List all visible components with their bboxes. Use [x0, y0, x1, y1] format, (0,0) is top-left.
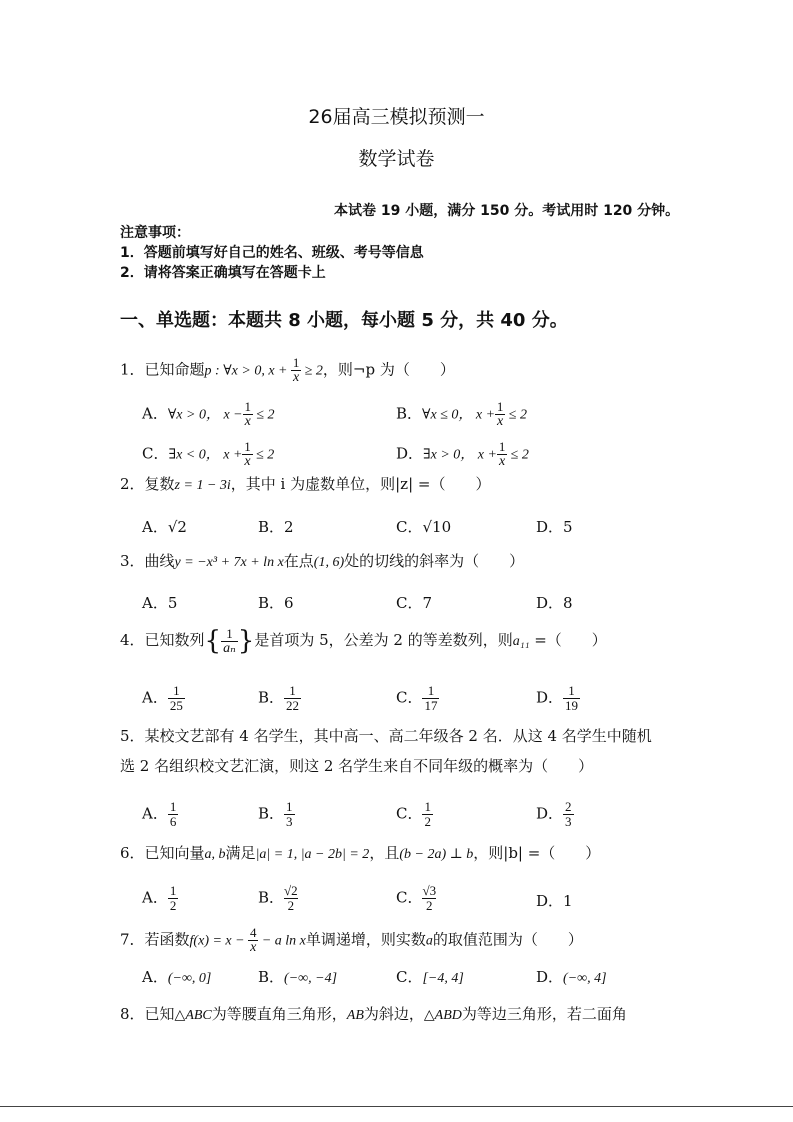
option-a[interactable]: A．(−∞, 0]: [142, 968, 212, 986]
fraction: $\frac{4}{x}$: [249, 925, 257, 955]
option-a[interactable]: A． $\frac{1}{25}$: [142, 683, 183, 713]
fraction: $\frac{1}{x}$: [496, 399, 504, 429]
question-1-stem: [120, 356, 455, 385]
option-d[interactable]: D．1: [536, 892, 573, 910]
page-bottom-divider: [0, 1106, 793, 1107]
option-c[interactable]: C．7: [396, 594, 433, 612]
exam-title: 26届高三模拟预测一: [308, 106, 485, 128]
fraction: $\frac{√2}{2}$: [284, 883, 298, 913]
option-b[interactable]: B．∀x ≤ 0， x + $\frac{1}{x}$ ≤ 2: [396, 399, 527, 429]
stem-text: 1．已知命题: [120, 360, 205, 379]
fraction: $\frac{1}{3}$: [286, 799, 293, 829]
option-a[interactable]: A．5: [142, 594, 178, 612]
option-c[interactable]: C． $\frac{√3}{2}$: [396, 883, 437, 913]
stem-text: ，则¬p 为（ ）: [322, 360, 455, 379]
math-expr: − a ln x: [258, 933, 306, 949]
question-5-stem-cont: 选 2 名组织校文艺汇演，则这 2 名学生来自不同年级的概率为（ ）: [120, 757, 594, 775]
fraction: $\frac{1}{x}$: [292, 355, 300, 385]
section-title: 一、单选题：本题共 8 小题，每小题 5 分，共 40 分。: [120, 310, 568, 331]
option-d[interactable]: D．5: [536, 518, 573, 536]
fraction: $\frac{1}{x}$: [244, 439, 251, 469]
fraction: $\frac{2}{3}$: [565, 799, 572, 829]
exam-subtitle: 数学试卷: [358, 148, 435, 170]
option-a[interactable]: A． $\frac{1}{2}$: [142, 883, 177, 913]
math-expr: y = −x³ + 7x + ln x: [174, 555, 284, 570]
question-7-stem: 7．若函数f(x) = x − $\frac{4}{x}$ − a ln x单调递增，则实数a的取值范围为（ ）: [120, 925, 583, 955]
fraction: $\frac{1}{\text{aₙ}}$: [223, 625, 236, 656]
math-expr: z = 1 − 3i: [174, 478, 231, 493]
option-b[interactable]: B．(−∞, −4]: [258, 968, 338, 986]
fraction: $\frac{1}{2}$: [424, 799, 431, 829]
option-b[interactable]: B．2: [258, 518, 294, 536]
fraction: $\frac{1}{x}$: [244, 399, 251, 429]
math-expr: △ABC: [174, 1008, 212, 1023]
option-a[interactable]: A．√2: [142, 518, 187, 536]
math-expr: p : ∀x > 0, x +: [204, 363, 291, 379]
math-expr: a, b: [204, 847, 226, 862]
notes-heading: 注意事项：: [120, 225, 190, 241]
math-expr: (1, 6): [313, 555, 345, 570]
option-d[interactable]: D． $\frac{2}{3}$: [536, 799, 572, 829]
question-3-stem: 3．曲线y = −x³ + 7x + ln x在点(1, 6)处的切线的斜率为（ ）: [120, 552, 525, 570]
math-expr: ≥ 2: [301, 363, 323, 379]
fraction: $\frac{1}{x}$: [498, 439, 506, 469]
fraction: $\frac{1}{19}$: [565, 683, 579, 713]
fraction: $\frac{1}{17}$: [424, 683, 438, 713]
option-d[interactable]: D．8: [536, 594, 573, 612]
math-expr: a₁₁: [512, 634, 530, 649]
question-8-stem: 8．已知△ABC为等腰直角三角形，AB为斜边，△ABD为等边三角形，若二面角: [120, 1005, 627, 1023]
option-b[interactable]: B． $\frac{1}{3}$: [258, 799, 293, 829]
fraction: $\frac{√3}{2}$: [422, 883, 437, 913]
option-a[interactable]: A． $\frac{1}{6}$: [142, 799, 177, 829]
option-b[interactable]: B．6: [258, 594, 294, 612]
math-expr: (b − 2a) ⊥ b: [399, 847, 474, 862]
question-6-stem: 6．已知向量a, b满足|a| = 1, |a − 2b| = 2，且(b − 2a) ⊥ b，则|b| =（ ）: [120, 844, 601, 862]
option-d[interactable]: D．∃x > 0， x + $\frac{1}{x}$ ≤ 2: [396, 439, 529, 469]
math-expr: f(x) = x −: [189, 933, 249, 949]
option-c[interactable]: C．∃x < 0， x + $\frac{1}{x}$ ≤ 2: [142, 439, 275, 469]
option-c[interactable]: C． $\frac{1}{2}$: [396, 799, 431, 829]
exam-info: 本试卷 19 小题，满分 150 分。考试用时 120 分钟。: [334, 203, 680, 219]
fraction: $\frac{1}{2}$: [169, 883, 177, 913]
option-d[interactable]: D．(−∞, 4]: [536, 968, 607, 986]
option-d[interactable]: D． $\frac{1}{19}$: [536, 683, 579, 713]
fraction: $\frac{1}{22}$: [286, 683, 300, 713]
question-2-stem: 2．复数z = 1 − 3i，其中 i 为虚数单位，则|z| =（ ）: [120, 475, 491, 493]
option-c[interactable]: C． $\frac{1}{17}$: [396, 683, 438, 713]
option-b[interactable]: B． $\frac{1}{22}$: [258, 683, 300, 713]
question-4-stem: 4．已知数列{ $\frac{1}{\text{aₙ}}$ }是首项为 5，公差为 2 的等差数列，则a₁₁ =（ ）: [120, 625, 607, 656]
math-expr: |a| = 1, |a − 2b| = 2: [255, 847, 370, 862]
note-item: 2．请将答案正确填写在答题卡上: [120, 265, 326, 281]
math-expr: AB: [346, 1008, 364, 1023]
option-b[interactable]: B． $\frac{√2}{2}$: [258, 883, 298, 913]
fraction: $\frac{1}{6}$: [169, 799, 177, 829]
question-5-stem: 5．某校文艺部有 4 名学生，其中高一、高二年级各 2 名．从这 4 名学生中随机: [120, 727, 652, 745]
option-c[interactable]: C．√10: [396, 518, 452, 536]
math-expr: △ABD: [423, 1008, 462, 1023]
option-a[interactable]: A．∀x > 0， x − $\frac{1}{x}$ ≤ 2: [142, 399, 275, 429]
fraction: $\frac{1}{25}$: [169, 683, 183, 713]
option-c[interactable]: C．[−4, 4]: [396, 968, 464, 986]
note-item: 1．答题前填写好自己的姓名、班级、考号等信息: [120, 245, 424, 261]
